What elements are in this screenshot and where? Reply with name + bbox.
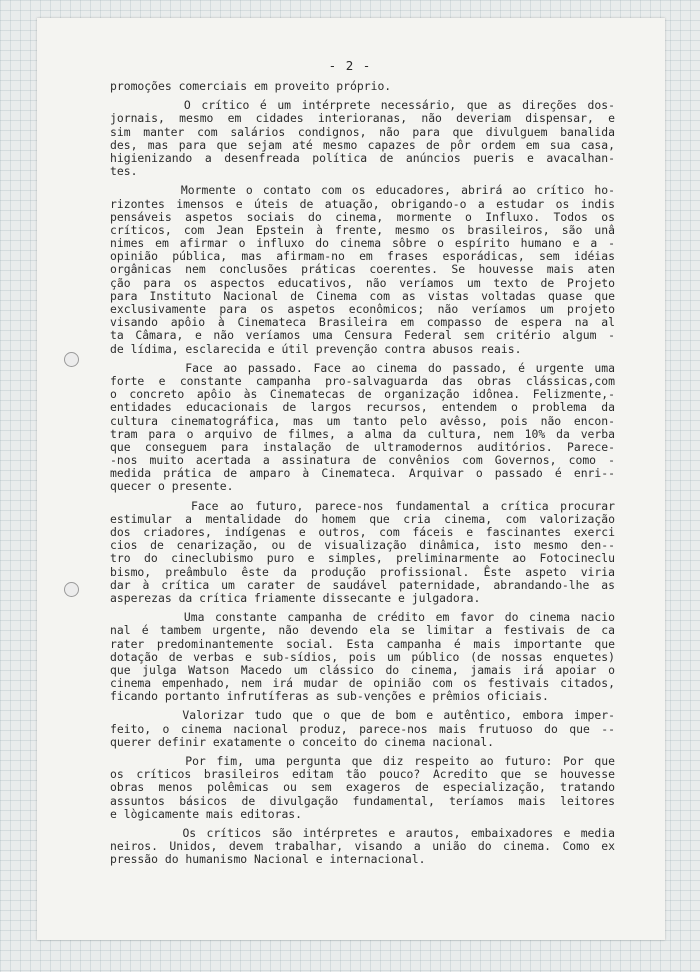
text-line: que conseguem para instalação de ultramodernos auditórios. Parece- bbox=[110, 439, 615, 454]
paragraph bbox=[110, 362, 615, 494]
text-line: estimular a mentalidade do homem que cria cinema, com valorização bbox=[110, 511, 615, 526]
text-line: promoções comerciais em proveito próprio. bbox=[110, 79, 392, 93]
paragraph bbox=[110, 500, 615, 606]
text-line: Mormente o contato com os educadores, abrirá ao crítico ho- bbox=[110, 183, 615, 198]
text-line: que julga Watson Macedo um clássico do cinema, jamais irá apoiar o bbox=[110, 662, 615, 677]
text-line: Os críticos são intérpretes e arautos, embaixadores e media bbox=[110, 825, 615, 840]
text-line: Uma constante campanha de crédito em favor do cinema nacio bbox=[110, 610, 615, 625]
paragraph bbox=[110, 611, 615, 703]
text-line: higienizando a desenfreada política de anúncios pueris e avacalhan- bbox=[110, 150, 615, 165]
text-line: visando apôio à Cinemateca Brasileira em compasso de espera na al bbox=[110, 315, 615, 330]
text-line: quecer o presente. bbox=[110, 479, 234, 494]
text-line: cultura cinematográfica, mas um tanto pelo avêsso, pois não encon- bbox=[110, 413, 615, 428]
text-line: forte e constante campanha pro-salvaguarda das obras clássicas,com bbox=[110, 373, 615, 388]
punch-hole-upper bbox=[64, 352, 79, 367]
paragraph bbox=[110, 827, 615, 867]
text-line: exclusivamente para os aspetos econômicos; não veríamos um projeto bbox=[110, 302, 615, 316]
text-line: des, mas para que sejam até mesmo capazes de pôr ordem em sua casa, bbox=[110, 137, 615, 152]
text-line: e lògicamente mais editoras. bbox=[110, 806, 303, 821]
text-line: querer definir exatamente o conceito do cinema nacional. bbox=[110, 734, 495, 749]
text-line: pressão do humanismo Nacional e internacional. bbox=[110, 852, 426, 867]
paragraph bbox=[110, 709, 615, 749]
punch-hole-lower bbox=[64, 582, 79, 597]
paragraph bbox=[110, 99, 615, 178]
paragraph bbox=[110, 755, 615, 821]
text-line: dotação de verbas e sub-sídios, pois um público (de nossas enquetes) bbox=[110, 649, 615, 664]
text-line: rater predominantemente social. Esta campanha é mais importante que bbox=[110, 636, 615, 651]
text-line: -nos muito acertada a assinatura de convênios com Governos, como - bbox=[110, 453, 615, 468]
page-number: - 2 - bbox=[328, 58, 372, 73]
text-line: entidades educacionais de largos recursos, entendem o problema da bbox=[110, 400, 615, 415]
text-line: o concreto apôio às Cinematecas de organização idônea. Felizmente,- bbox=[110, 387, 615, 402]
text-line: Por fim, uma pergunta que diz respeito ao futuro: Por que bbox=[110, 754, 615, 768]
text-line: ção para os aspectos educativos, não veríamos um texto de Projeto bbox=[110, 275, 615, 290]
text-line: jornais, mesmo em cidades interioranas, não deveriam dispensar, e bbox=[110, 111, 615, 126]
text-line: dos criadores, indígenas e outros, com fáceis e fascinantes exerci bbox=[110, 525, 615, 539]
text-line: Face ao passado. Face ao cinema do passado, é urgente uma bbox=[110, 360, 615, 375]
text-line: Face ao futuro, parece-nos fundamental a crítica procurar bbox=[110, 498, 615, 513]
text-line: dar à crítica um carater de saudável paternidade, abrandando-lhe as bbox=[110, 577, 615, 592]
text-line: tram para o arquivo de filmes, a alma da cultura, nem 10% da verba bbox=[110, 426, 615, 441]
text-line: ta Câmara, e não veríamos uma Censura Federal sem critério algum - bbox=[110, 328, 615, 343]
text-line: pensáveis aspetos sociais do cinema, mormente o Influxo. Todos os bbox=[110, 209, 615, 224]
text-line: nimes em afirmar o influxo do cinema sôbre o espírito humano e a - bbox=[110, 236, 615, 251]
text-line: Valorizar tudo que o que de bom e autêntico, embora imper- bbox=[110, 708, 615, 723]
paragraph bbox=[110, 184, 615, 355]
text-line: os críticos brasileiros editam tão pouco? Acredito que se houvesse bbox=[110, 767, 615, 782]
text-line: tro do cineclubismo puro e simples, preliminarmente ao Fotocineclu bbox=[110, 551, 615, 566]
text-line: para Instituto Nacional de Cinema com as vistas voltadas quase que bbox=[110, 288, 615, 303]
text-line: sim manter com salários condignos, não para que divulguem banalida bbox=[110, 124, 615, 139]
text-line: neiros. Unidos, devem trabalhar, visando a união do cinema. Como ex bbox=[110, 839, 615, 854]
text-line: asperezas da crítica friamente dissecante e julgadora. bbox=[110, 590, 481, 605]
text-line: orgânicas nem conclusões práticas coerentes. Se houvesse mais aten bbox=[110, 262, 615, 277]
text-line: opinião pública, mas afirmam-no em frases esporádicas, sem idéias bbox=[110, 249, 615, 264]
paragraph bbox=[110, 80, 615, 93]
text-line: ficando portanto infrutíferas as sub-venções e prêmios oficiais. bbox=[110, 689, 549, 704]
text-line: tes. bbox=[110, 164, 138, 179]
text-line: cios de cenarização, ou de visualização dinâmica, isto mesmo den-- bbox=[110, 538, 615, 553]
text-line: medida prática de amparo à Cinemateca. Arquivar o passado é enri-- bbox=[110, 466, 615, 481]
text-line: obras menos polêmicas ou sem exageros de especialização, tratando bbox=[110, 780, 615, 795]
text-line: de lídima, esclarecida e útil prevenção contra abusos reais. bbox=[110, 341, 522, 356]
document-body bbox=[110, 80, 615, 867]
text-line: O crítico é um intérprete necessário, que as direções dos- bbox=[110, 98, 615, 113]
text-line: rizontes imensos e úteis de atuação, obrigando-o a estudar os indis bbox=[110, 196, 615, 211]
text-line: nal é tambem urgente, não devendo ela se limitar a festivais de ca bbox=[110, 623, 615, 638]
text-line: bismo, preâmbulo êste da produção profissional. Êste aspeto viria bbox=[110, 564, 615, 579]
text-line: feito, o cinema nacional produz, parece-nos mais frutuoso do que -- bbox=[110, 721, 615, 736]
text-line: críticos, com Jean Epstein à frente, mesmo os brasileiros, são unâ bbox=[110, 222, 615, 237]
text-line: cinema empenhado, nem irá mudar de opinião com os festivais citados, bbox=[110, 676, 615, 691]
text-line: assuntos básicos de divulgação fundamental, teríamos mais leitores bbox=[110, 793, 615, 808]
